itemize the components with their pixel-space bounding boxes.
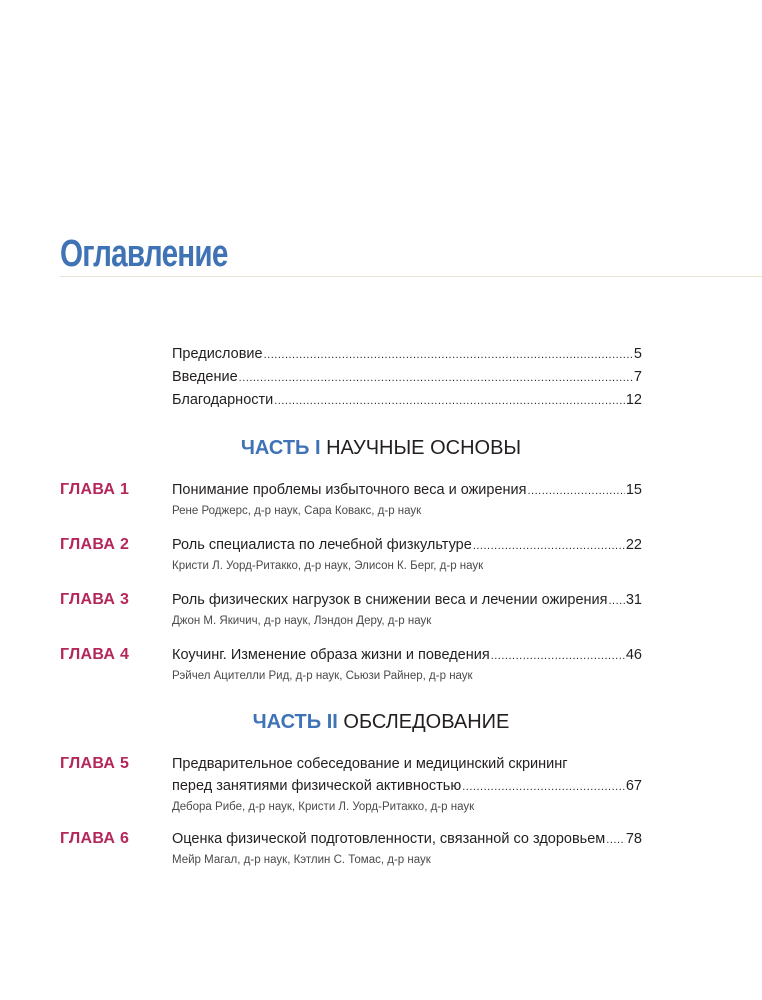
- chapter-title-line: [172, 828, 642, 851]
- part-heading-2: [0, 711, 762, 734]
- chapter-page: 31: [625, 592, 642, 608]
- part-heading-1: [0, 437, 762, 460]
- chapter-authors: Рене Роджерс, д-р наук, Сара Ковакс, д-р наук: [172, 505, 422, 517]
- toc-entry-preface[interactable]: [172, 343, 642, 366]
- chapter-title-first-line: Предварительное собеседование и медицинский скрининг: [172, 756, 568, 772]
- part-name: ОБСЛЕДОВАНИЕ: [343, 711, 510, 733]
- chapter-page: 22: [625, 537, 642, 553]
- toc-entry-introduction[interactable]: [172, 366, 642, 389]
- chapter-authors: Мейр Магал, д-р наук, Кэтлин С. Томас, д-р наук: [172, 854, 431, 866]
- front-matter-list: [172, 343, 642, 412]
- part-name: НАУЧНЫЕ ОСНОВЫ: [326, 437, 522, 459]
- dot-leader: [239, 367, 633, 389]
- dot-leader: [473, 535, 625, 557]
- chapter-authors: Дебора Рибе, д-р наук, Кристи Л. Уорд-Ритакко, д-р наук: [172, 801, 475, 813]
- dot-leader: [274, 390, 625, 412]
- dot-leader: [462, 776, 625, 798]
- chapter-label: ГЛАВА 1: [60, 481, 130, 498]
- chapter-title-line: [172, 644, 642, 667]
- chapter-authors: Рэйчел Ацителли Рид, д-р наук, Сьюзи Райнер, д-р наук: [172, 670, 473, 682]
- chapter-authors: Джон М. Якичич, д-р наук, Лэндон Деру, д-р наук: [172, 615, 432, 627]
- chapter-title-line: [172, 589, 642, 612]
- entry-page: 5: [633, 346, 642, 362]
- dot-leader: [606, 829, 625, 851]
- chapter-page: 78: [625, 831, 642, 847]
- chapter-title: перед занятиями физической активностью: [172, 778, 462, 794]
- chapter-label: ГЛАВА 3: [60, 591, 130, 608]
- chapter-label: ГЛАВА 5: [60, 755, 130, 772]
- entry-page: 12: [625, 392, 642, 408]
- chapter-title: Оценка физической подготовленности, связанной со здоровьем: [172, 831, 606, 847]
- entry-title: Введение: [172, 369, 238, 385]
- page-title: Оглавление: [60, 233, 228, 275]
- entry-title: Предисловие: [172, 346, 263, 362]
- part-label: ЧАСТЬ I: [240, 437, 321, 459]
- chapter-label: ГЛАВА 4: [60, 646, 130, 663]
- chapter-page: 67: [625, 778, 642, 794]
- chapter-title: Коучинг. Изменение образа жизни и поведения: [172, 647, 490, 663]
- chapter-label: ГЛАВА 2: [60, 536, 130, 553]
- chapter-title-line: [172, 479, 642, 502]
- entry-title: Благодарности: [172, 392, 274, 408]
- chapter-label: ГЛАВА 6: [60, 830, 130, 847]
- entry-page: 7: [633, 369, 642, 385]
- dot-leader: [264, 344, 633, 366]
- part-label: ЧАСТЬ II: [252, 711, 338, 733]
- dot-leader: [608, 590, 624, 612]
- chapter-title-line: [172, 775, 642, 798]
- chapter-title: Понимание проблемы избыточного веса и ожирения: [172, 482, 527, 498]
- chapter-page: 15: [625, 482, 642, 498]
- chapter-title: Роль физических нагрузок в снижении веса и лечении ожирения: [172, 592, 608, 608]
- title-divider: [60, 276, 762, 277]
- toc-entry-acknowledgements[interactable]: [172, 389, 642, 412]
- dot-leader: [491, 645, 625, 667]
- chapter-title-line: [172, 534, 642, 557]
- chapter-authors: Кристи Л. Уорд-Ритакко, д-р наук, Элисон К. Берг, д-р наук: [172, 560, 484, 572]
- chapter-page: 46: [625, 647, 642, 663]
- chapter-title: Роль специалиста по лечебной физкультуре: [172, 537, 472, 553]
- dot-leader: [528, 480, 625, 502]
